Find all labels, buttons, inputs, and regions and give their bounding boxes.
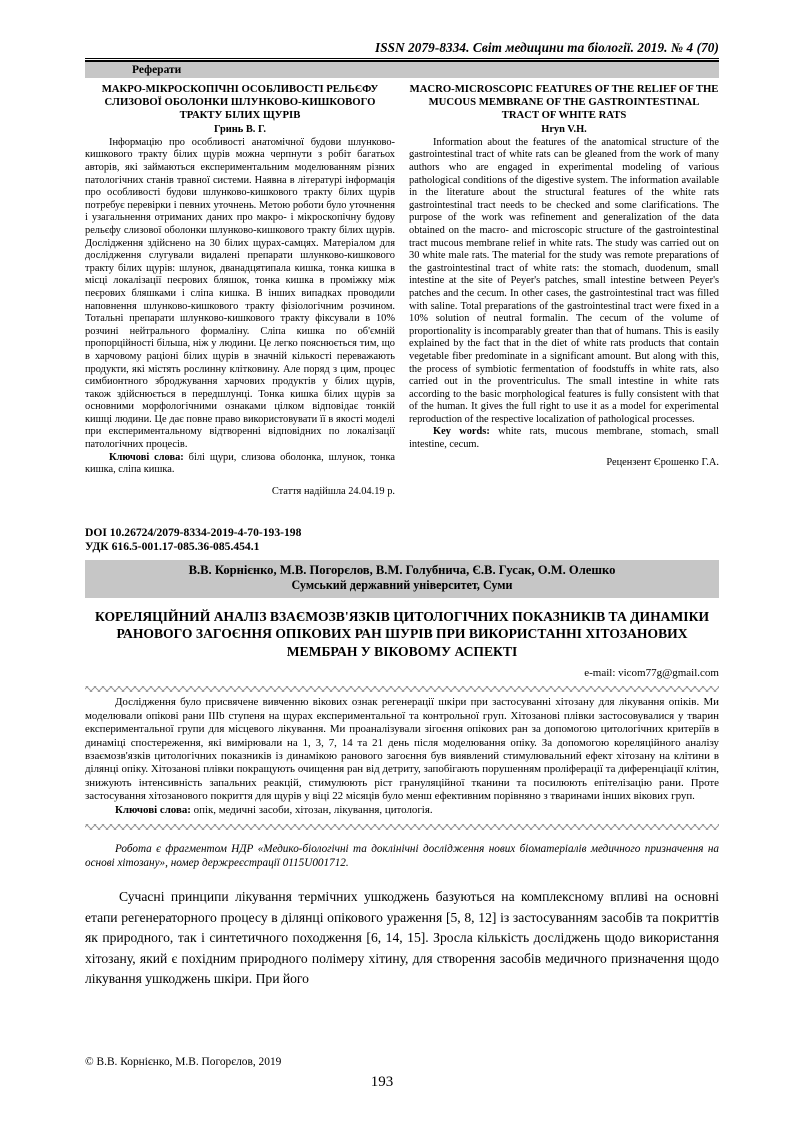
authors-band xyxy=(85,560,719,598)
abstract-columns xyxy=(85,83,719,498)
page-footer xyxy=(85,1055,719,1091)
abstract-ua-keywords-label: Ключові слова: xyxy=(109,451,184,463)
abstract-en-keywords: white rats, mucous membrane, stomach, small intestine, cecum. xyxy=(409,426,719,451)
abstract-en-author: Hryn V.H. xyxy=(541,123,587,135)
article-authors: В.В. Корнієнко, М.В. Погорєлов, В.М. Голубнича, Є.В. Гусак, О.М. Олешко xyxy=(188,562,616,577)
abstract-column-ukrainian xyxy=(85,83,395,498)
article-title: КОРЕЛЯЦІЙНИЙ АНАЛІЗ ВЗАЄМОЗВ'ЯЗКІВ ЦИТОЛОГІЧНИХ ПОКАЗНИКІВ ТА ДИНАМІКИ РАНОВОГО ЗАГОЄННЯ ОПІКОВИХ РАН ШУРІВ ПРИ ВИКОРИСТАННІ ХІТОЗАНОВИХ МЕМБРАН У ВІКОВОМУ АСПЕКТІ xyxy=(94,608,710,659)
abstract-ua-author: Гринь В. Г. xyxy=(214,123,266,135)
article-keywords-line xyxy=(85,804,719,817)
abstract-ua-keywords: білі щури, слизова оболонка, шлунок, тонка кишка, сліпа кишка. xyxy=(85,451,395,476)
abstract-ua-keywords-line xyxy=(85,452,395,477)
article-keywords-label: Ключові слова: xyxy=(115,803,191,816)
doi-line: DOI 10.26724/2079-8334-2019-4-70-193-198 xyxy=(85,526,302,540)
section-band-referaty: Реферати xyxy=(85,62,719,78)
copyright-line: © В.В. Корнієнко, М.В. Погорєлов, 2019 xyxy=(85,1056,282,1068)
article-keywords: опік, медичні засоби, хітозан, лікування, цитологія. xyxy=(193,803,433,816)
abstract-ua-body: Інформацію про особливості анатомічної будови шлунково-кишкового тракту білих щурів можна черпнути з робіт багатьох авторів, які займаються експериментальним моделюванням різних патологічних станів травної системи. Наявна в літературі інформація про особливості будови шлунково-кишкового тракту білих щурів потребує перевірки і певних уточнень. Метою роботи було уточнення і узагальнення отриманих даних про макро- і мікроскопічну будову рельєфу слизової оболонки шлунково-кишкового тракту білих щурів. Дослідження здійснено на 30 білих щурах-самцях. Матеріалом для дослідження слугували видалені препарати шлунково-кишкового тракту білих щурів: шлунок, дванадцятипала кишка, тонка кишка в місці локалізації пеєрових бляшок, тонка кишка в проміжку між пеєрових бляшками і сліпа кишка. В інших випадках проводили наповнення шлунково-кишкового тракту фізіологічним розчином. Тотальні препарати шлунково-кишкового тракту фіксували в 10% розчині нейтрального формаліну. Сліпа кишка по об'ємній пропорційності більша, ніж у людини. Це легко пояснюється тим, що в харчовому раціоні білих щурів в значній кількості переважають продукти, які містять рослинну клітковину. Але поряд з цим, процес симбионтного зброджування харчових продуктів у білих щурів, також здійснюється в передшлунці. Тонка кишка білих щурів за основними морфологічними ознаками цілком відповідає тонкій кишці людини. Це дає повне право використовувати її в якості моделі при експериментальному відтворенні відповідних по локалізації патологічних процесів. xyxy=(85,136,395,451)
page-number: 193 xyxy=(370,1074,394,1090)
article-abstract: Дослідження було присвячене вивченню вікових ознак регенерації шкіри при застосуванні хітозану для лікування опіків. Ми моделювали опікові рани IIIb ступеня на щурах експериментальної та контрольної груп. Хітозанові плівки застосовувалися у тварин експериментальної групи для місцевого лікування. Ми проаналізували зігоєння опікових ран за допомогою цитологічних критеріїв в динаміці спостереження, які вимірювали на 1, 3, 7, 14 та 21 день після моделювання опіку. За допомогою кореляційного аналізу взаємозв'язків цитологічних показників із динамікою ранового загоєння був виявлений стимулювальний ефект хітозану на клітини в ділянці опіку. Хітозанові плівки покращують очищення ран від детриту, запобігають порушенням проліферації та диференціації клітин, знижують інтенсивність запальних реакцій, стимулюють ріст грануляційної тканини та посилюють епітелізацію рани. Проте застосування хітозанового покриття для щурів у віці 22 місяців було менш ефективним порівняно з тваринами інших вікових груп. xyxy=(85,696,719,803)
abstract-ua-title: МАКРО-МІКРОСКОПІЧНІ ОСОБЛИВОСТІ РЕЛЬЄФУ СЛИЗОВОЇ ОБОЛОНКИ ШЛУНКОВО-КИШКОВОГО ТРАКТУ БІЛИХ ЩУРІВ xyxy=(101,83,379,122)
udc-line: УДК 616.5-001.17-085.36-085.454.1 xyxy=(85,540,260,554)
article-body-paragraph: Сучасні принципи лікування термічних ушкоджень базуються на комплексному впливі на основні етапи регенераторного процесу в ділянці опікового ураження [5, 8, 12] із застосуванням засобів та покриттів як природного, так і синтетичного походження [6, 14, 15]. Зросла кількість досліджень щодо використання хітозану, який є похідним природного полімеру хітину, для створення засобів медичного призначення щодо лікування ушкоджень шкіри. При його xyxy=(85,889,719,987)
abstract-ua-received-note: Стаття надійшла 24.04.19 р. xyxy=(271,485,395,497)
funding-note: Робота є фрагментом НДР «Медико-біологічні та доклінічні дослідження нових біоматеріалів медичного призначення на основі хітозану», номер держреєстрації 0115U001712. xyxy=(85,843,719,870)
abstract-en-reviewer-note: Рецензент Єрошенко Г.А. xyxy=(606,456,719,468)
abstract-column-english xyxy=(409,83,719,498)
article-affiliation: Сумський державний університет, Суми xyxy=(291,578,513,593)
identifier-block xyxy=(85,526,719,553)
wavy-separator-top xyxy=(85,686,719,692)
page-content xyxy=(85,0,719,990)
abstract-en-body: Information about the features of the anatomical structure of the gastrointestinal tract of white rats can be gleaned from the work of many authors who are engaged in experimental modeling of various pathological conditions of the digestive system. The information available in the literature about the structural features of the white rats gastrointestinal tract needs to be checked and some clarifications. The purpose of the work was refinement and generalization of the data obtained on the macro- and microscopic structure of the gastrointestinal tract mucous membrane relief in white rats. The study was carried out on 30 white male rats. The material for the study was remote preparations of the gastrointestinal tract of white rats: the stomach, duodenum, small intestine at the site of Peyer's patches, small intestine between Peyer's patches and the cecum. In other cases, the gastrointestinal tract was filled with saline. Total preparations of the gastrointestinal tract were fixed in a 10% solution of neutral formalin. The cecum of the volume of proportionality is incomparably greater than that of humans. This is easily explained by the fact that in the diet of white rats products that contain vegetable fiber predominate in a significant amount. But along with this, the process of symbiotic fermentation of foodstuffs in white rats, also carried out in the proventriculus. The small intestine in white rats according to the basic morphological features is fully consistent with that of the human. It gives the full right to use it as a model for experimental reproduction of the respective localization of pathological processes. xyxy=(409,136,719,425)
abstract-en-keywords-label: Key words: xyxy=(433,426,490,438)
abstract-en-keywords-line xyxy=(409,426,719,451)
abstract-en-title: MACRO-MICROSCOPIC FEATURES OF THE RELIEF OF THE MUCOUS MEMBRANE OF THE GASTROINTESTINAL TRACT OF WHITE RATS xyxy=(409,83,719,122)
article-email[interactable]: e-mail: vicom77g@gmail.com xyxy=(584,667,719,680)
running-head: ISSN 2079-8334. Світ медицини та біології. 2019. № 4 (70) xyxy=(374,40,719,55)
wavy-separator-bottom xyxy=(85,824,719,830)
